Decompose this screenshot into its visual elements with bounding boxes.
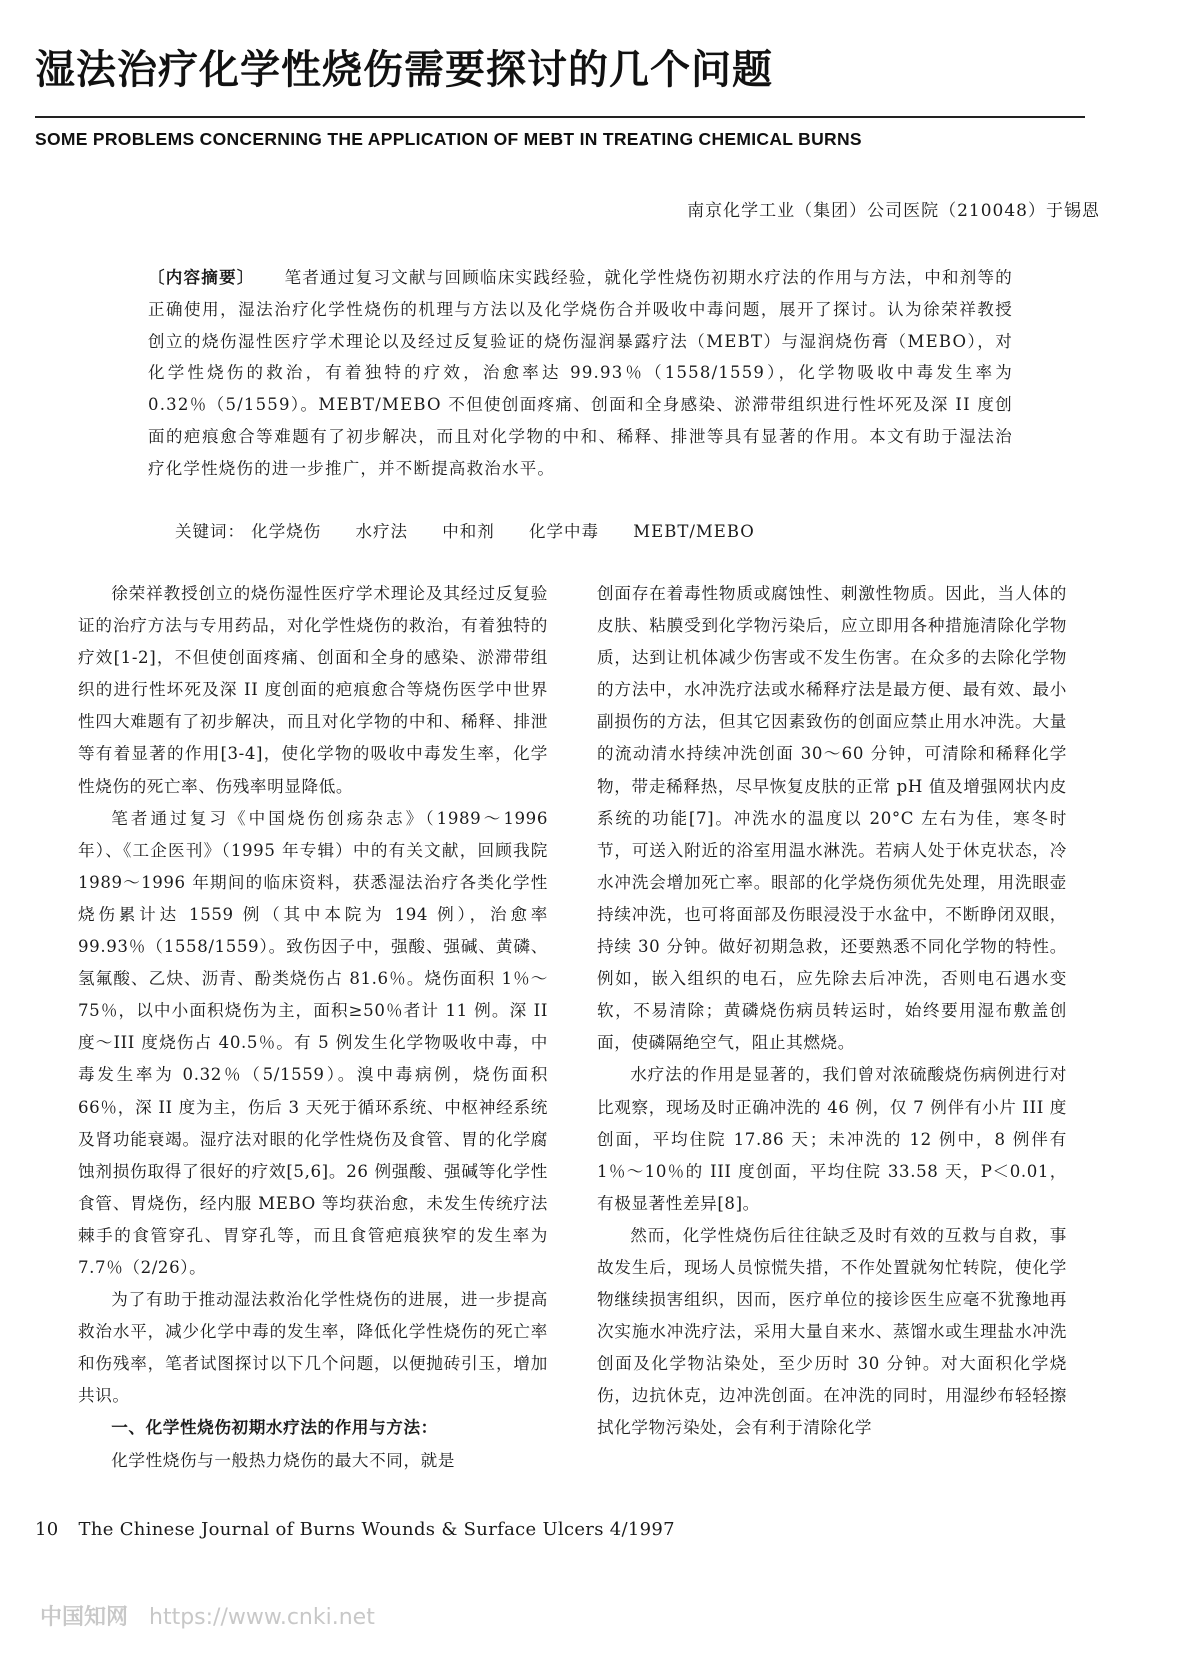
watermark-logo-text: 中国知网 [40, 1605, 129, 1630]
page-footer [35, 1519, 675, 1540]
abstract-label: 〔内容摘要〕 [148, 268, 255, 287]
cnki-watermark [40, 1600, 375, 1631]
keyword: MEBT/MEBO [633, 522, 755, 541]
keyword: 化学烧伤 [251, 522, 322, 541]
keyword: 中和剂 [442, 522, 495, 541]
journal-name: The Chinese Journal of Burns Wounds & Surface Ulcers 4/1997 [78, 1519, 675, 1540]
keywords-label: 关键词： [175, 522, 245, 541]
body-paragraph: 然而，化学性烧伤后往往缺乏及时有效的互救与自救，事故发生后，现场人员惊慌失措，不作处置就匆忙转院，使化学物继续损害组织，因而，医疗单位的接诊医生应毫不犹豫地再次实施水冲洗疗法，采用大量自来水、蒸馏水或生理盐水冲洗创面及化学物沾染处，至少历时 30 分钟。对大面积化学烧伤，边抗休克，边冲洗创面。在冲洗的同时，用湿纱布轻轻擦拭化学物污染处，会有利于清除化学 [597, 1225, 1067, 1438]
body-paragraph: 为了有助于推动湿法救治化学性烧伤的进展，进一步提高救治水平，减少化学中毒的发生率，降低化学性烧伤的死亡率和伤残率，笔者试图探讨以下几个问题，以便抛砖引玉，增加共识。 [78, 1290, 548, 1406]
keyword: 水疗法 [355, 522, 408, 541]
title-divider [35, 116, 1085, 118]
section-heading: 一、化学性烧伤初期水疗法的作用与方法： [111, 1418, 438, 1438]
article-title-cn: 湿法治疗化学性烧伤需要探讨的几个问题 [35, 47, 773, 93]
body-paragraph: 化学性烧伤与一般热力烧伤的最大不同，就是 [111, 1450, 456, 1470]
body-column-left [78, 578, 548, 1477]
article-title-en: SOME PROBLEMS CONCERNING THE APPLICATION OF MEBT IN TREATING CHEMICAL BURNS [35, 129, 862, 149]
body-paragraph: 笔者通过复习《中国烧伤创疡杂志》（1989～1996 年）、《工企医刊》（1995 年专辑）中的有关文献，回顾我院 1989～1996 年期间的临床资料，获悉湿法治疗各类化学性烧伤累计达 1559 例（其中本院为 194 例），治愈率 99.93％（1558/1559）。致伤因子中，强酸、强碱、黄磷、氢氟酸、乙炔、沥青、酚类烧伤占 81.6％。烧伤面积 1％～75％，以中小面积烧伤为主，面积≥50％者计 11 例。深 II 度～III 度烧伤占 40.5％。有 5 例发生化学物吸收中毒，中毒发生率为 0.32％（5/1559）。溴中毒病例，烧伤面积 66％，深 II 度为主，伤后 3 天死于循环系统、中枢神经系统及肾功能衰竭。湿疗法对眼的化学性烧伤及食管、胃的化学腐蚀剂损伤取得了很好的疗效[5,6]。26 例强酸、强碱等化学性食管、胃烧伤，经内服 MEBO 等均获治愈，未发生传统疗法棘手的食管穿孔、胃穿孔等，而且食管疤痕狭窄的发生率为 7.7％（2/26）。 [78, 808, 548, 1277]
watermark-url: https://www.cnki.net [149, 1605, 375, 1630]
body-paragraph: 水疗法的作用是显著的，我们曾对浓硫酸烧伤病例进行对比观察，现场及时正确冲洗的 46 例，仅 7 例伴有小片 III 度创面，平均住院 17.86 天；未冲洗的 12 例中，8 例伴有 1％～10％的 III 度创面，平均住院 33.58 天，P＜0.01，有极显著性差异[8]。 [597, 1065, 1067, 1213]
body-paragraph: 徐荣祥教授创立的烧伤湿性医疗学术理论及其经过反复验证的治疗方法与专用药品，对化学性烧伤的救治，有着独特的疗效[1-2]，不但使创面疼痛、创面和全身的感染、淤滞带组织的进行性坏死及深 II 度创面的疤痕愈合等烧伤医学中世界性四大难题有了初步解决，而且对化学物的中和、稀释、排泄等有着显著的作用[3-4]，使化学物的吸收中毒发生率，化学性烧伤的死亡率、伤残率明显降低。 [78, 584, 548, 796]
abstract-text: 笔者通过复习文献与回顾临床实践经验，就化学性烧伤初期水疗法的作用与方法，中和剂等的正确使用，湿法治疗化学性烧伤的机理与方法以及化学烧伤合并吸收中毒问题，展开了探讨。认为徐荣祥教授创立的烧伤湿性医疗学术理论以及经过反复验证的烧伤湿润暴露疗法（MEBT）与湿润烧伤膏（MEBO），对化学性烧伤的救治，有着独特的疗效，治愈率达 99.93％（1558/1559），化学物吸收中毒发生率为 0.32％（5/1559）。MEBT/MEBO 不但使创面疼痛、创面和全身感染、淤滞带组织进行性坏死及深 II 度创面的疤痕愈合等难题有了初步解决，而且对化学物的中和、稀释、排泄等具有显著的作用。本文有助于湿法治疗化学性烧伤的进一步推广，并不断提高救治水平。 [148, 268, 1013, 478]
page-number: 10 [35, 1519, 59, 1540]
keywords [175, 518, 783, 542]
body-column-right [597, 578, 1067, 1445]
body-paragraph: 创面存在着毒性物质或腐蚀性、刺激性物质。因此，当人体的皮肤、粘膜受到化学物污染后，应立即用各种措施清除化学物质，达到让机体减少伤害或不发生伤害。在众多的去除化学物的方法中，水冲洗疗法或水稀释疗法是最方便、最有效、最小副损伤的方法，但其它因素致伤的创面应禁止用水冲洗。大量的流动清水持续冲洗创面 30～60 分钟，可清除和稀释化学物，带走稀释热，尽早恢复皮肤的正常 pH 值及增强网状内皮系统的功能[7]。冲洗水的温度以 20°C 左右为佳，寒冬时节，可送入附近的浴室用温水淋洗。若病人处于休克状态，冷水冲洗会增加死亡率。眼部的化学烧伤须优先处理，用洗眼壶持续冲洗，也可将面部及伤眼浸没于水盆中，不断睁闭双眼，持续 30 分钟。做好初期急救，还要熟悉不同化学物的特性。例如，嵌入组织的电石，应先除去后冲洗，否则电石遇水变软，不易清除；黄磷烧伤病员转运时，始终要用湿布敷盖创面，使磷隔绝空气，阻止其燃烧。 [597, 584, 1067, 1053]
abstract [148, 262, 1013, 485]
keyword: 化学中毒 [529, 522, 599, 541]
author-affiliation: 南京化学工业（集团）公司医院（210048）于锡恩 [687, 201, 1100, 221]
